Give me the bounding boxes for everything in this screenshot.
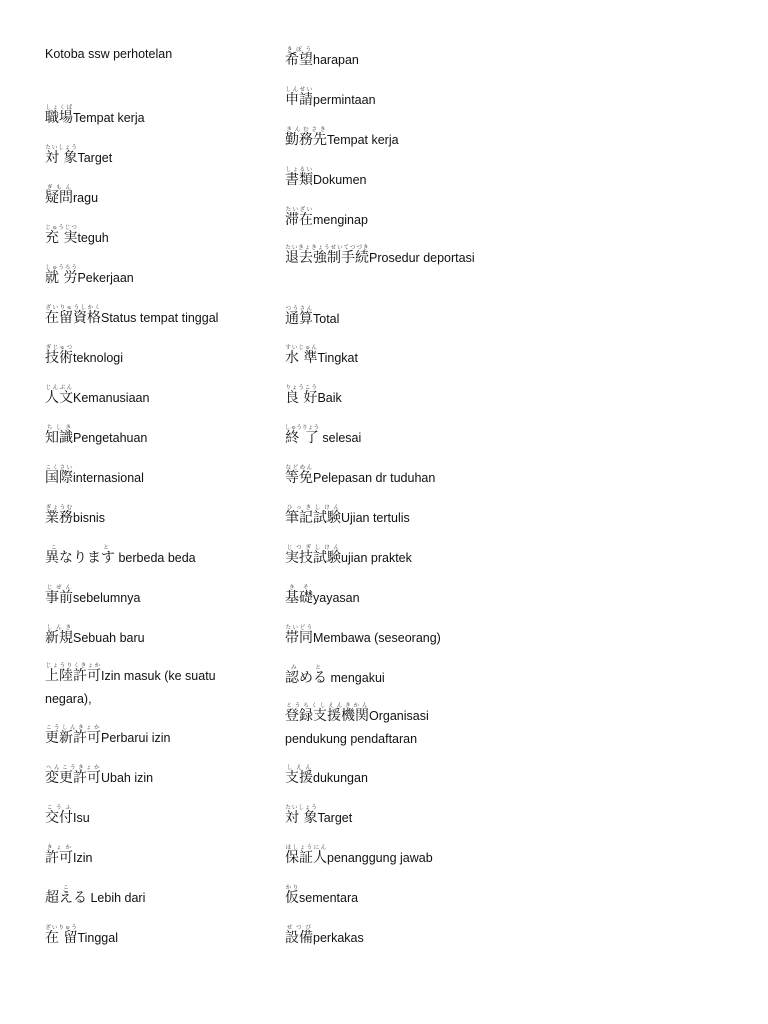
furigana: かり bbox=[285, 885, 299, 891]
furigana: しょるい bbox=[285, 167, 313, 173]
kanji: 設備せつび bbox=[285, 925, 313, 946]
meaning: ragu bbox=[73, 191, 99, 205]
vocab-entry bbox=[45, 845, 92, 868]
meaning: Izin masuk (ke suatu negara), bbox=[45, 669, 216, 706]
meaning: Ujian tertulis bbox=[341, 511, 410, 525]
furigana: しんき bbox=[45, 625, 73, 631]
furigana: しゅうりょう bbox=[285, 425, 320, 431]
kanji: 超えるこ bbox=[45, 885, 87, 906]
furigana: じつぎしけん bbox=[285, 545, 341, 551]
furigana: ざいりゅうしかく bbox=[45, 305, 101, 311]
meaning: Status tempat tinggal bbox=[101, 311, 219, 325]
meaning: internasional bbox=[73, 471, 144, 485]
furigana: ぎもん bbox=[45, 185, 73, 191]
furigana: きぼう bbox=[285, 47, 313, 53]
meaning: mengakui bbox=[327, 671, 385, 685]
kanji: 勤務先きんむさき bbox=[285, 127, 327, 148]
furigana: こ bbox=[45, 885, 87, 891]
meaning: Prosedur deportasi bbox=[369, 251, 475, 265]
meaning: Tempat kerja bbox=[73, 111, 145, 125]
kanji: 在 留ざいりゅう bbox=[45, 925, 78, 946]
meaning: Baik bbox=[317, 391, 342, 405]
kanji: 認めるみと bbox=[285, 665, 327, 686]
furigana: たいざい bbox=[285, 207, 313, 213]
meaning: selesai bbox=[318, 431, 362, 445]
document-title: Kotoba ssw perhotelan bbox=[45, 47, 173, 61]
furigana: みと bbox=[285, 665, 327, 671]
kanji: 変更許可へんこうきょか bbox=[45, 765, 101, 786]
vocab-entry bbox=[285, 505, 410, 528]
kanji: 上陸許可じょうりくきょか bbox=[45, 663, 101, 684]
furigana: こうしんきょか bbox=[45, 725, 101, 731]
vocab-entry bbox=[285, 703, 475, 751]
vocab-entry bbox=[45, 225, 109, 248]
meaning: sebelumnya bbox=[73, 591, 141, 605]
kanji: 等免などめん bbox=[285, 465, 313, 486]
vocab-entry bbox=[45, 545, 196, 568]
meaning: Tempat kerja bbox=[327, 133, 399, 147]
meaning: Ubah izin bbox=[101, 771, 154, 785]
vocab-entry bbox=[45, 425, 147, 448]
vocab-entry bbox=[285, 385, 342, 408]
meaning: Target bbox=[317, 811, 353, 825]
vocab-entry bbox=[45, 345, 123, 368]
meaning: Total bbox=[313, 312, 340, 326]
kanji: 良 好りょうこう bbox=[285, 385, 318, 406]
meaning: Perbarui izin bbox=[101, 731, 171, 745]
furigana: じんぶん bbox=[45, 385, 73, 391]
vocab-entry bbox=[45, 305, 218, 328]
furigana: しょくば bbox=[45, 105, 73, 111]
kanji: 対 象たいしょう bbox=[45, 145, 78, 166]
kanji: 終 了しゅうりょう bbox=[285, 425, 320, 446]
kanji: 事前じぜん bbox=[45, 585, 73, 606]
meaning: ujian praktek bbox=[341, 551, 412, 565]
meaning: harapan bbox=[313, 53, 359, 67]
furigana: こくさい bbox=[45, 465, 73, 471]
vocab-entry bbox=[45, 105, 145, 128]
furigana: しえん bbox=[285, 765, 313, 771]
meaning: penanggung jawab bbox=[327, 851, 433, 865]
kanji: 更新許可こうしんきょか bbox=[45, 725, 101, 746]
vocab-entry bbox=[285, 625, 441, 648]
furigana: きんむさき bbox=[285, 127, 327, 133]
meaning: teknologi bbox=[73, 351, 124, 365]
vocab-entry bbox=[45, 885, 145, 908]
vocab-entry bbox=[45, 585, 140, 608]
vocab-entry bbox=[45, 925, 118, 948]
furigana: たいきょきょうせいてつづき bbox=[285, 245, 369, 251]
furigana: ざいりゅう bbox=[45, 925, 78, 931]
vocab-entry bbox=[285, 425, 361, 448]
kanji: 新規しんき bbox=[45, 625, 73, 646]
furigana: などめん bbox=[285, 465, 313, 471]
kanji: 職場しょくば bbox=[45, 105, 73, 126]
meaning: Dokumen bbox=[313, 173, 367, 187]
furigana: ほしょうにん bbox=[285, 845, 327, 851]
vocab-entry bbox=[285, 345, 358, 368]
kanji: 交付こうふ bbox=[45, 805, 73, 826]
kanji: 人文じんぶん bbox=[45, 385, 73, 406]
vocab-entry bbox=[285, 207, 368, 230]
meaning: Isu bbox=[73, 811, 90, 825]
furigana: ちしき bbox=[45, 425, 73, 431]
meaning: yayasan bbox=[313, 591, 360, 605]
meaning: Izin bbox=[73, 851, 93, 865]
vocab-entry bbox=[285, 465, 435, 488]
vocab-entry bbox=[285, 167, 367, 190]
furigana: じぜん bbox=[45, 585, 73, 591]
furigana: こと bbox=[45, 545, 115, 551]
meaning: teguh bbox=[77, 231, 109, 245]
kanji: 疑問ぎもん bbox=[45, 185, 73, 206]
furigana: こうふ bbox=[45, 805, 73, 811]
furigana: たいしょう bbox=[285, 805, 318, 811]
kanji: 帯同たいどう bbox=[285, 625, 313, 646]
meaning: Pelepasan dr tuduhan bbox=[313, 471, 436, 485]
vocab-entry bbox=[45, 725, 170, 748]
kanji: 基礎きそ bbox=[285, 585, 313, 606]
kanji: 筆記試験ひっきしけん bbox=[285, 505, 341, 526]
vocab-entry bbox=[285, 245, 475, 270]
meaning: Pekerjaan bbox=[77, 271, 134, 285]
meaning: Target bbox=[77, 151, 113, 165]
vocab-entry bbox=[45, 625, 145, 648]
furigana: りょうこう bbox=[285, 385, 318, 391]
vocab-entry bbox=[285, 127, 399, 150]
kanji: 支援しえん bbox=[285, 765, 313, 786]
kanji: 業務ぎょうむ bbox=[45, 505, 73, 526]
furigana: きょか bbox=[45, 845, 73, 851]
furigana: たいどう bbox=[285, 625, 313, 631]
kanji: 通算つうさん bbox=[285, 306, 313, 327]
meaning: Tinggal bbox=[77, 931, 118, 945]
vocab-entry bbox=[45, 765, 153, 788]
kanji: 登録支援機関とうろくしえんきかん bbox=[285, 703, 369, 724]
furigana: しゅうろう bbox=[45, 265, 78, 271]
vocab-entry bbox=[45, 663, 235, 711]
vocab-entry bbox=[285, 885, 358, 908]
meaning: berbeda beda bbox=[115, 551, 196, 565]
meaning: Lebih dari bbox=[87, 891, 146, 905]
furigana: しんせい bbox=[285, 87, 313, 93]
furigana: つうさん bbox=[285, 306, 313, 312]
furigana: じゅうじつ bbox=[45, 225, 78, 231]
kanji: 許可きょか bbox=[45, 845, 73, 866]
vocab-entry bbox=[285, 87, 376, 110]
vocab-entry bbox=[285, 765, 368, 788]
kanji: 滞在たいざい bbox=[285, 207, 313, 228]
furigana: とうろくしえんきかん bbox=[285, 703, 369, 709]
meaning: dukungan bbox=[313, 771, 368, 785]
kanji: 就 労しゅうろう bbox=[45, 265, 78, 286]
kanji: 充 実じゅうじつ bbox=[45, 225, 78, 246]
vocab-entry bbox=[285, 665, 385, 688]
vocab-entry bbox=[45, 505, 105, 528]
meaning: Tingkat bbox=[317, 351, 358, 365]
meaning: sementara bbox=[299, 891, 359, 905]
kanji: 申請しんせい bbox=[285, 87, 313, 108]
kanji: 書類しょるい bbox=[285, 167, 313, 188]
kanji: 知識ちしき bbox=[45, 425, 73, 446]
kanji: 実技試験じつぎしけん bbox=[285, 545, 341, 566]
kanji: 異なりますこと bbox=[45, 545, 115, 566]
vocab-entry bbox=[45, 145, 112, 168]
kanji: 国際こくさい bbox=[45, 465, 73, 486]
furigana: すいじゅん bbox=[285, 345, 318, 351]
vocab-entry bbox=[45, 465, 144, 488]
kanji: 仮かり bbox=[285, 885, 299, 906]
vocab-entry bbox=[45, 265, 134, 288]
meaning: Sebuah baru bbox=[73, 631, 145, 645]
vocab-entry bbox=[285, 47, 359, 70]
kanji: 在留資格ざいりゅうしかく bbox=[45, 305, 101, 326]
meaning: perkakas bbox=[313, 931, 364, 945]
furigana: ぎじゅつ bbox=[45, 345, 73, 351]
vocab-entry bbox=[285, 306, 339, 329]
kanji: 保証人ほしょうにん bbox=[285, 845, 327, 866]
furigana: きそ bbox=[285, 585, 313, 591]
vocab-entry bbox=[285, 925, 364, 948]
meaning: menginap bbox=[313, 213, 368, 227]
meaning: Membawa (seseorang) bbox=[313, 631, 441, 645]
vocab-entry bbox=[45, 805, 90, 828]
kanji: 対 象たいしょう bbox=[285, 805, 318, 826]
meaning: Kemanusiaan bbox=[73, 391, 150, 405]
furigana: じょうりくきょか bbox=[45, 663, 101, 669]
vocab-entry bbox=[285, 805, 352, 828]
meaning: Organisasi pendukung pendaftaran bbox=[285, 709, 429, 746]
furigana: せつび bbox=[285, 925, 313, 931]
vocab-entry bbox=[285, 545, 412, 568]
kanji: 退去強制手続たいきょきょうせいてつづき bbox=[285, 245, 369, 266]
kanji: 水 準すいじゅん bbox=[285, 345, 318, 366]
furigana: ぎょうむ bbox=[45, 505, 73, 511]
meaning: permintaan bbox=[313, 93, 376, 107]
vocab-entry bbox=[285, 585, 360, 608]
kanji: 希望きぼう bbox=[285, 47, 313, 68]
meaning: bisnis bbox=[73, 511, 105, 525]
furigana: ひっきしけん bbox=[285, 505, 341, 511]
furigana: たいしょう bbox=[45, 145, 78, 151]
kanji: 技術ぎじゅつ bbox=[45, 345, 73, 366]
vocab-entry bbox=[45, 185, 98, 208]
vocab-entry bbox=[285, 845, 433, 868]
vocab-entry bbox=[45, 385, 149, 408]
meaning: Pengetahuan bbox=[73, 431, 148, 445]
furigana: へんこうきょか bbox=[45, 765, 101, 771]
